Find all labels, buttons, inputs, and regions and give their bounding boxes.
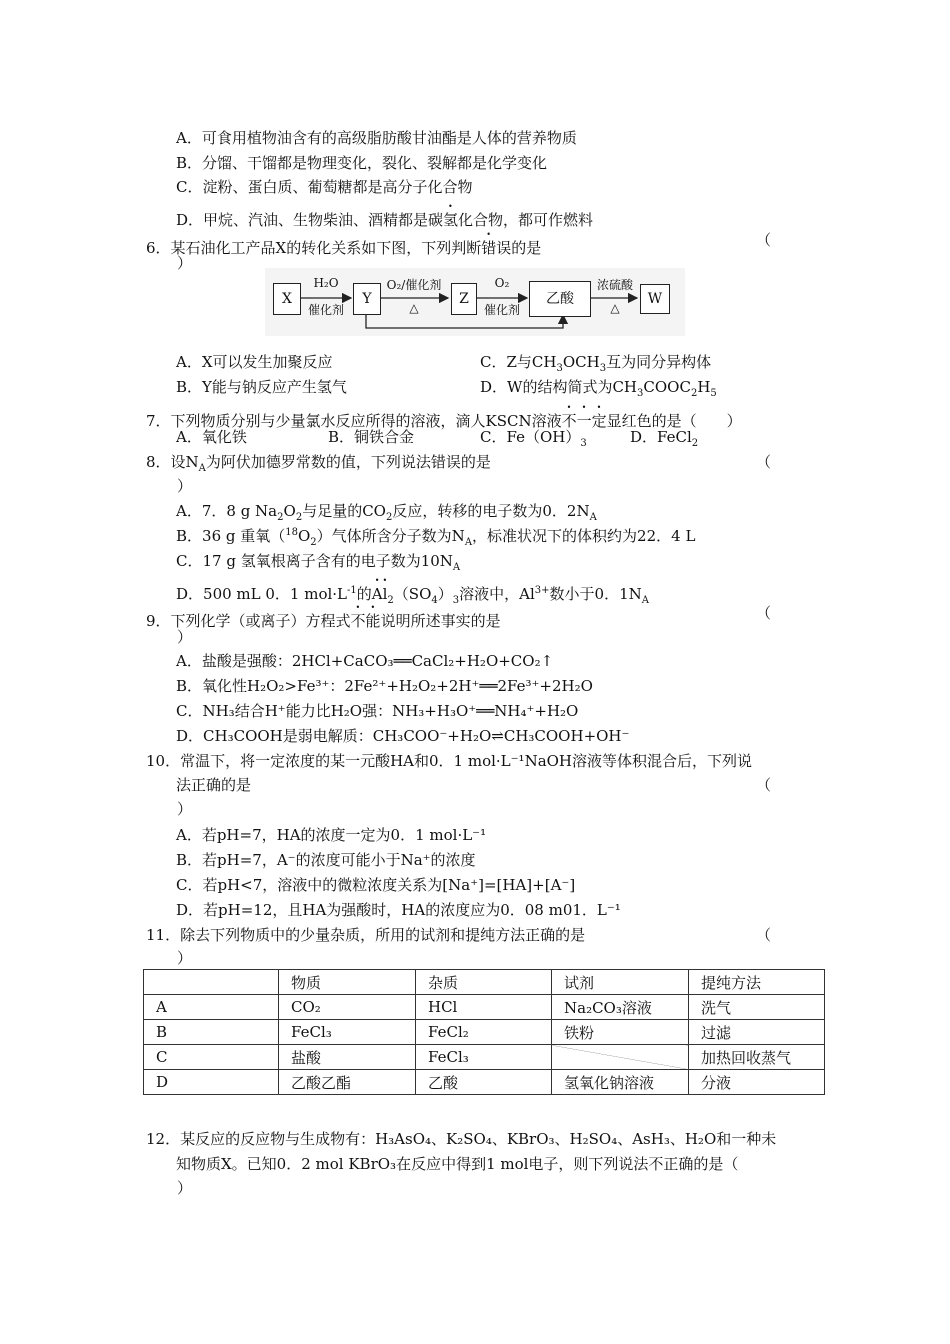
q6-option-d: D．W的结构简式为$CH_3COOC_2H_5$ xyxy=(480,378,717,399)
node-w: W xyxy=(640,284,670,314)
q9-paren-close: ） xyxy=(177,628,193,646)
q10-option-b: B．若pH=7，A⁻的浓度可能小于Na⁺的浓度 xyxy=(176,851,476,869)
q7-option-d: D．FeCl$_2$ xyxy=(630,428,699,449)
table-cell: 盐酸 xyxy=(279,1045,416,1070)
arrow2-bottom-label: △ xyxy=(409,301,419,315)
q10-option-d: D．若pH=12，且HA为强酸时，HA的浓度应为0．08 m01．L⁻¹ xyxy=(176,901,621,919)
q10-option-c: C．若pH<7，溶液中的微粒浓度关系为[Na⁺]=[HA]+[A⁻] xyxy=(176,876,576,894)
table-cell-diagonal xyxy=(552,1045,689,1070)
table-cell: 乙酸 xyxy=(416,1070,552,1095)
table-cell: 加热回收蒸气 xyxy=(689,1045,825,1070)
q12-stem-line1: 12．某反应的反应物与生成物有：H₃AsO₄、K₂SO₄、KBrO₃、H₂SO₄、AsH₃、H₂O和一种未 xyxy=(146,1130,777,1148)
q10-paren-open: （ xyxy=(756,776,772,794)
q7-option-a: A．氧化铁 xyxy=(176,428,247,446)
table-row xyxy=(144,995,825,1020)
q5-option-a: A．可食用植物油含有的高级脂肪酸甘油酯是人体的营养物质 xyxy=(176,129,577,147)
table-cell: FeCl₃ xyxy=(416,1045,552,1070)
arrow3-top-label: O₂ xyxy=(494,276,510,290)
q12-paren-close: ） xyxy=(177,1179,193,1197)
q12-stem-line2: 知物质X。已知0．2 mol KBrO₃在反应中得到1 mol电子，则下列说法不正确的是（ xyxy=(176,1155,739,1173)
table-cell: 氢氧化钠溶液 xyxy=(552,1070,689,1095)
table-cell: FeCl₂ xyxy=(416,1020,552,1045)
table-cell: 洗气 xyxy=(689,995,825,1020)
q10-stem-line2: 法正确的是 xyxy=(176,776,252,794)
arrow4-bottom-label: △ xyxy=(610,301,620,315)
q9-paren-open: （ xyxy=(756,604,772,622)
arrow2-top-label: O₂/催化剂 xyxy=(386,278,442,292)
q8-option-b: B．36 g 重氧$(^{18}O_2)$气体所含分子数为$N_A$，标准状况下的体积约为22．4 L xyxy=(176,527,696,548)
arrow1-top-label: H₂O xyxy=(313,276,339,290)
q7-option-b: B．铜铁合金 xyxy=(328,428,415,446)
table-header: 杂质 xyxy=(416,970,552,995)
q5-option-c: C．淀粉、蛋白质、葡萄糖都是高分子化合物 xyxy=(176,178,473,196)
q8-stem: 8．设$N_A$为阿伏加德罗常数的值，下列说法错误的是 xyxy=(146,453,491,474)
q11-paren-close: ） xyxy=(177,949,193,967)
q10-paren-close: ） xyxy=(177,800,193,818)
table-row xyxy=(144,1070,825,1095)
q6-option-a: A．X可以发生加聚反应 xyxy=(176,353,333,371)
q6-paren-open: （ xyxy=(756,231,772,249)
q7-option-c: C．$Fe(OH)_3$ xyxy=(480,428,587,449)
q9-option-d: D．CH₃COOH是弱电解质：CH₃COO⁻+H₂O⇌CH₃COOH+OH⁻ xyxy=(176,727,630,745)
q9-option-a: A．盐酸是强酸：2HCl+CaCO₃══CaCl₂+H₂O+CO₂↑ xyxy=(176,652,554,670)
node-z: Z xyxy=(451,283,477,315)
table-cell: A xyxy=(144,995,279,1020)
table-row xyxy=(144,1045,825,1070)
table-header: 试剂 xyxy=(552,970,689,995)
table-cell: D xyxy=(144,1070,279,1095)
q7-stem: 7．下列物质分别与少量氯水反应所得的溶液，滴人KSCN溶液不一定显红色的是（ ） xyxy=(146,412,742,430)
table-cell: B xyxy=(144,1020,279,1045)
node-y: Y xyxy=(353,283,381,315)
table-cell: 乙酸乙酯 xyxy=(279,1070,416,1095)
table-header: 物质 xyxy=(279,970,416,995)
arrow3-bottom-label: 催化剂 xyxy=(483,303,520,317)
node-x: X xyxy=(273,283,301,315)
arrow4-top-label: 浓硫酸 xyxy=(596,278,633,292)
q6-option-c: C．Z与$CH_3OCH_3$互为同分异构体 xyxy=(480,353,712,374)
q6-flow-diagram xyxy=(265,268,685,336)
table-cell: 过滤 xyxy=(689,1020,825,1045)
q8-option-a: A．7．8 g $Na_2O_2$与足量的$CO_2$反应，转移的电子数为0．$2N_A$ xyxy=(176,502,597,523)
q8-option-d: D．500 mL 0．1 $mol\cdot L^{-1}$的$Al_2(SO_4)_3$溶液中，$Al^{3+}$数小于0．$1N_A$ xyxy=(176,585,649,606)
q11-table xyxy=(143,969,825,1095)
q9-stem: 9．下列化学（或离子）方程式不能说明所述事实的是 xyxy=(146,612,501,630)
q5-option-d: D．甲烷、汽油、生物柴油、酒精都是碳氢化合物，都可作燃料 xyxy=(176,211,594,229)
table-cell: CO₂ xyxy=(279,995,416,1020)
q8-option-c: C．17 g 氢氧根离子含有的电子数为$10N_A$ xyxy=(176,552,461,573)
table-header-row xyxy=(144,970,825,995)
arrow1-bottom-label: 催化剂 xyxy=(307,303,344,317)
table-cell: 铁粉 xyxy=(552,1020,689,1045)
table-cell: FeCl₃ xyxy=(279,1020,416,1045)
q9-option-b: B．氧化性H₂O₂>Fe³⁺：2Fe²⁺+H₂O₂+2H⁺══2Fe³⁺+2H₂O xyxy=(176,677,593,695)
q11-stem: 11．除去下列物质中的少量杂质，所用的试剂和提纯方法正确的是 xyxy=(146,926,586,944)
q11-paren-open: （ xyxy=(756,926,772,944)
q6-stem: 6．某石油化工产品X的转化关系如下图，下列判断错误的是 xyxy=(146,239,542,257)
q8-paren-open: （ xyxy=(756,453,772,471)
q5-option-b: B．分馏、干馏都是物理变化，裂化、裂解都是化学变化 xyxy=(176,154,548,172)
q6-paren-close: ） xyxy=(177,254,193,272)
table-cell: C xyxy=(144,1045,279,1070)
table-cell: 分液 xyxy=(689,1070,825,1095)
q10-stem-line1: 10．常温下，将一定浓度的某一元酸HA和0．1 mol·L⁻¹NaOH溶液等体积混合后，下列说 xyxy=(146,752,753,770)
table-header: 提纯方法 xyxy=(689,970,825,995)
node-acetic-acid: 乙酸 xyxy=(529,281,591,317)
q8-paren-close: ） xyxy=(177,477,193,495)
table-row xyxy=(144,1020,825,1045)
table-cell: Na₂CO₃溶液 xyxy=(552,995,689,1020)
table-cell: HCl xyxy=(416,995,552,1020)
q10-option-a: A．若pH=7，HA的浓度一定为0．1 mol·L⁻¹ xyxy=(176,826,487,844)
q6-option-b: B．Y能与钠反应产生氢气 xyxy=(176,378,347,396)
q9-option-c: C．NH₃结合H⁺能力比H₂O强：NH₃+H₃O⁺══NH₄⁺+H₂O xyxy=(176,702,579,720)
table-header xyxy=(144,970,279,995)
